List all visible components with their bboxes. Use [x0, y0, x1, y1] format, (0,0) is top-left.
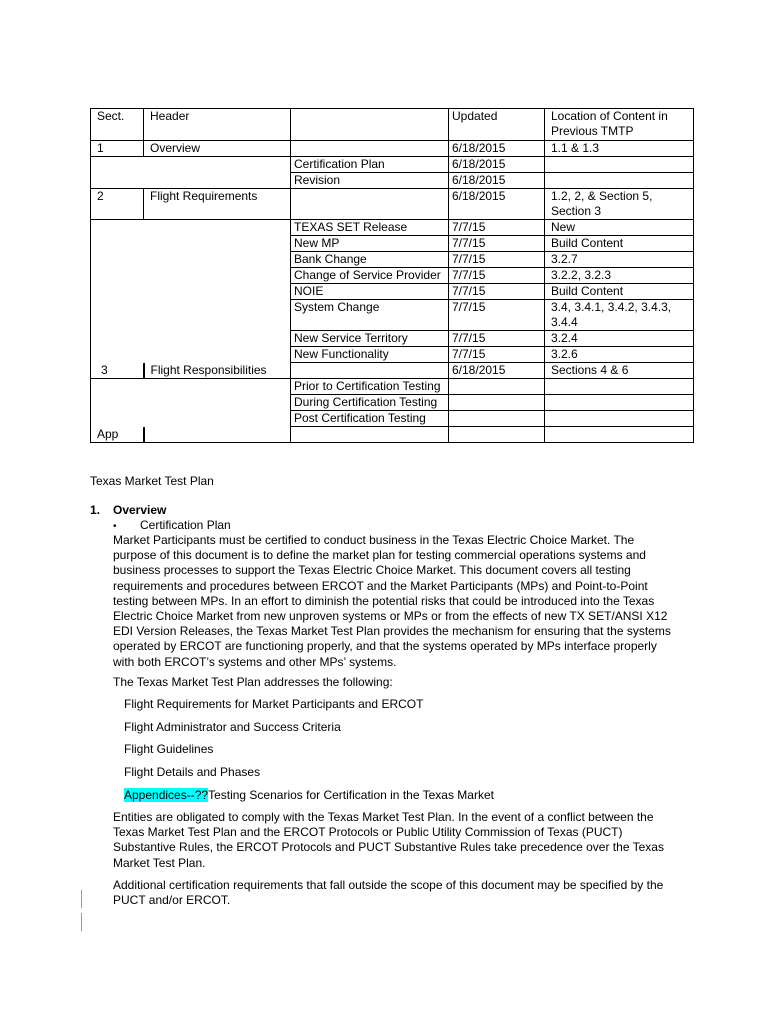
cell-sect [91, 236, 144, 252]
cell-sect [91, 252, 144, 268]
cell-sub: Post Certification Testing [291, 411, 449, 427]
addresses-paragraph: The Texas Market Test Plan addresses the following: [113, 675, 393, 689]
header-sect: Sect. [91, 109, 144, 141]
cell-sub: System Change [291, 300, 449, 331]
cell-location [545, 427, 694, 443]
cell-updated: 6/18/2015 [449, 363, 545, 379]
cell-sub: Revision [291, 173, 449, 189]
cell-header [144, 347, 291, 363]
cell-location: 1.1 & 1.3 [545, 141, 694, 157]
table-row [91, 236, 694, 252]
highlighted-text: Appendices--?? [124, 788, 209, 802]
cell-header [144, 220, 291, 236]
cell-sub: New MP [291, 236, 449, 252]
list-item: Flight Details and Phases [124, 765, 261, 779]
cell-location [545, 157, 694, 173]
cell-sect [91, 331, 144, 347]
cell-location: 3.4, 3.4.1, 3.4.2, 3.4.3, 3.4.4 [545, 300, 694, 331]
cell-location: Build Content [545, 284, 694, 300]
cell-sect: App [91, 427, 144, 443]
section-number: 1. [90, 503, 101, 517]
table-header-row [91, 109, 694, 141]
cell-updated: 7/7/15 [449, 347, 545, 363]
cell-updated: 7/7/15 [449, 268, 545, 284]
table-row [91, 284, 694, 300]
cell-sub [291, 141, 449, 157]
cell-updated: 7/7/15 [449, 300, 545, 331]
cell-header [144, 395, 291, 411]
list-item-text: Testing Scenarios for Certification in the Texas Market [208, 788, 494, 802]
list-item: Flight Administrator and Success Criteria [124, 720, 341, 734]
revision-bar [81, 890, 82, 908]
cell-sub: Prior to Certification Testing [291, 379, 449, 395]
cell-header [144, 411, 291, 427]
header-location: Location of Content in Previous TMTP [545, 109, 694, 141]
cell-updated: 7/7/15 [449, 331, 545, 347]
table-row [91, 347, 694, 363]
table-row [91, 173, 694, 189]
cell-header [144, 284, 291, 300]
additional-paragraph: Additional certification requirements that fall outside the scope of this document may be specified by the PUCT and/or ERCOT. [113, 878, 664, 908]
cell-location: 3.2.2, 3.2.3 [545, 268, 694, 284]
cell-sect [91, 157, 144, 173]
cell-sub: During Certification Testing [291, 395, 449, 411]
header-header: Header [144, 109, 291, 141]
cell-location: Sections 4 & 6 [545, 363, 694, 379]
cell-sub: Change of Service Provider [291, 268, 449, 284]
bullet-text: Certification Plan [140, 518, 231, 532]
bullet-dot-icon: • [113, 521, 117, 532]
cell-location [545, 379, 694, 395]
cell-sub [291, 427, 449, 443]
header-updated: Updated [449, 109, 545, 141]
cell-sub: TEXAS SET Release [291, 220, 449, 236]
cell-sub: Bank Change [291, 252, 449, 268]
cell-updated [449, 411, 545, 427]
bullet-item [113, 518, 231, 532]
cell-sect: 2 [91, 189, 144, 220]
table-row [91, 157, 694, 173]
cell-updated: 7/7/15 [449, 220, 545, 236]
table-row [91, 220, 694, 236]
list-item: Flight Requirements for Market Participants and ERCOT [124, 697, 424, 711]
revision-table [90, 108, 694, 443]
table-row [91, 300, 694, 331]
list-item [124, 788, 494, 802]
cell-location: 3.2.6 [545, 347, 694, 363]
cell-sect [91, 173, 144, 189]
cell-sect [91, 395, 144, 411]
cell-updated [449, 379, 545, 395]
cell-header [144, 157, 291, 173]
cell-location: 1.2, 2, & Section 5, Section 3 [545, 189, 694, 220]
cell-header [144, 331, 291, 347]
cell-header [144, 300, 291, 331]
cell-header [144, 268, 291, 284]
cell-header [144, 379, 291, 395]
cell-location [545, 173, 694, 189]
cell-updated: 6/18/2015 [449, 173, 545, 189]
table-row [91, 379, 694, 395]
cell-location: New [545, 220, 694, 236]
cell-sect [91, 284, 144, 300]
cell-updated: 6/18/2015 [449, 141, 545, 157]
cell-sect: 1 [91, 141, 144, 157]
cell-header [144, 236, 291, 252]
header-sub-blank [291, 109, 449, 141]
list-item: Flight Guidelines [124, 742, 214, 756]
section-title: Overview [113, 503, 167, 517]
table-row [91, 363, 694, 379]
table-row [91, 268, 694, 284]
cell-sect [91, 411, 144, 427]
section-heading [90, 503, 166, 517]
cell-header: Flight Responsibilities [144, 363, 291, 379]
cell-updated: 7/7/15 [449, 236, 545, 252]
cell-sect [91, 220, 144, 236]
cell-sub: NOIE [291, 284, 449, 300]
table-row [91, 331, 694, 347]
cell-header [144, 173, 291, 189]
cell-updated: 6/18/2015 [449, 157, 545, 173]
overview-paragraph: Market Participants must be certified to conduct business in the Texas Electric Choice Market. The purpose of this document is to define the market plan for testing commercial operations systems and business processes to support the Texas Electric Choice Market. This document covers all testing requirements and procedures between ERCOT and the Market Participants (MPs) and Point-to-Point testing between MPs. In an effort to diminish the potential risks that could be introduced into the Texas Electric Choice Market from new unproven systems or MPs or from the effects of new TX SET/ANSI X12 EDI Version Releases, the Texas Market Test Plan provides the mechanism for ensuring that the systems operated by ERCOT are functioning properly, and that the systems operated by MPs interface properly with both ERCOT’s systems and other MPs’ systems. [113, 533, 671, 669]
table-row [91, 395, 694, 411]
cell-sect: 3 [91, 363, 144, 379]
cell-sub: New Service Territory [291, 331, 449, 347]
cell-header: Flight Requirements [144, 189, 291, 220]
table-row [91, 141, 694, 157]
cell-sub: Certification Plan [291, 157, 449, 173]
cell-updated: 7/7/15 [449, 252, 545, 268]
table-row [91, 189, 694, 220]
table-row [91, 411, 694, 427]
cell-header [144, 252, 291, 268]
cell-sect [91, 300, 144, 331]
revision-bar [81, 913, 82, 931]
table-row [91, 252, 694, 268]
cell-updated: 7/7/15 [449, 284, 545, 300]
document-title: Texas Market Test Plan [90, 474, 214, 488]
cell-updated [449, 395, 545, 411]
cell-header: Overview [144, 141, 291, 157]
compliance-paragraph: Entities are obligated to comply with the Texas Market Test Plan. In the event of a conflict between the Texas Market Test Plan and the ERCOT Protocols or Public Utility Commission of Texas (PUCT) Substantive Rules, the ERCOT Protocols and PUCT Substantive Rules take precedence over the Texas Market Test Plan. [113, 810, 664, 870]
cell-updated: 6/18/2015 [449, 189, 545, 220]
cell-sub [291, 363, 449, 379]
cell-sect [91, 379, 144, 395]
cell-location: 3.2.7 [545, 252, 694, 268]
cell-location: Build Content [545, 236, 694, 252]
cell-updated [449, 427, 545, 443]
cell-location: 3.2.4 [545, 331, 694, 347]
cell-sub: New Functionality [291, 347, 449, 363]
cell-sub [291, 189, 449, 220]
table-row [91, 427, 694, 443]
cell-location [545, 395, 694, 411]
cell-location [545, 411, 694, 427]
cell-sect [91, 268, 144, 284]
cell-header [144, 427, 291, 443]
cell-sect [91, 347, 144, 363]
